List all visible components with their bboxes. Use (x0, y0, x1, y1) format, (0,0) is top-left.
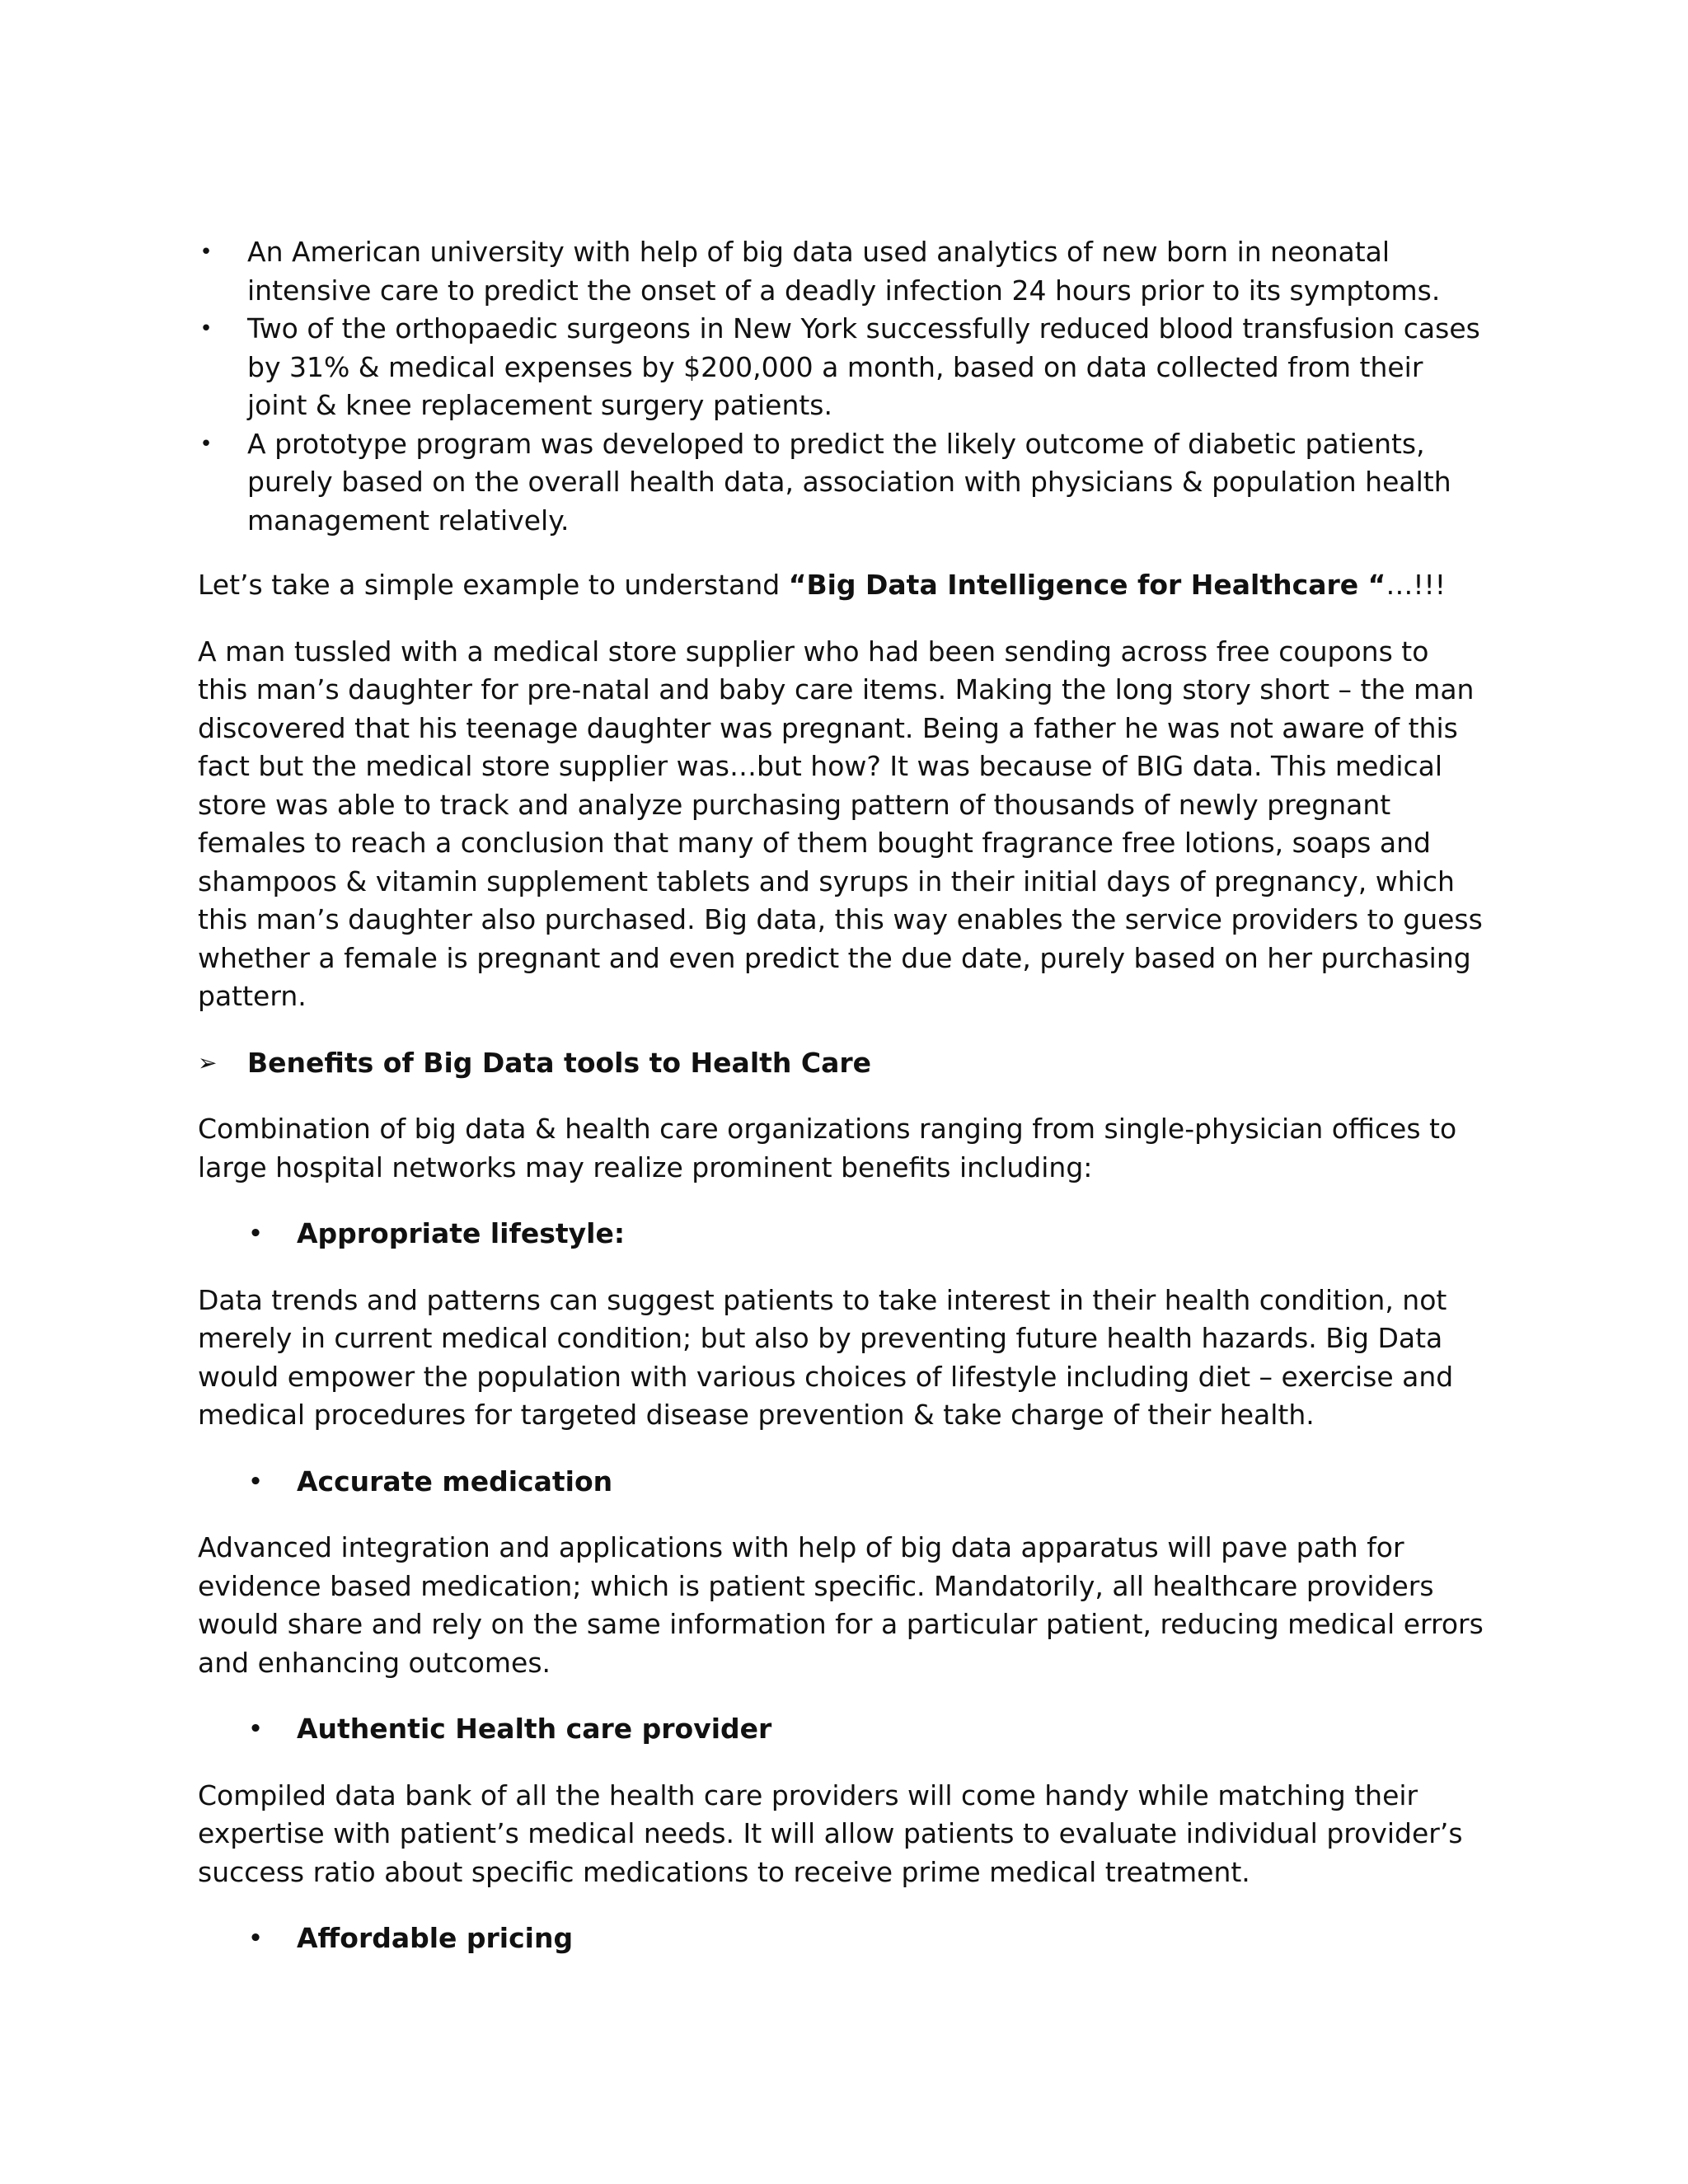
bullet-text: A prototype program was developed to predict the likely outcome of diabetic patients, purely based on the overall health data, association with physicians & population health management relatively. (247, 427, 1451, 537)
bullet-icon: • (248, 1469, 263, 1494)
section-heading-pricing (198, 1919, 1484, 1958)
section-heading-lifestyle (198, 1215, 1484, 1254)
section-heading-medication (198, 1463, 1484, 1502)
section-heading-text: Affordable pricing (297, 1922, 574, 1954)
list-item (198, 233, 1484, 310)
bullet-icon: • (199, 316, 213, 341)
bullet-text: An American university with help of big data used analytics of new born in neonatal intensive care to predict the onset of a deadly infection 24 hours prior to its symptoms. (247, 236, 1441, 307)
bullet-icon: • (199, 431, 213, 457)
benefits-heading-text: Benefits of Big Data tools to Health Care (247, 1046, 872, 1079)
example-intro-prefix: Let’s take a simple example to understand (198, 569, 789, 601)
section-body-medication: Advanced integration and applications with help of big data apparatus will pave path for evidence based medication; which is patient specific. Mandatorily, all healthcare providers would share and rely on the same information for a particular patient, reducing medical errors and enhancing outcomes. (198, 1531, 1484, 1679)
bullet-icon: • (248, 1717, 263, 1741)
story-paragraph: A man tussled with a medical store supplier who had been sending across free coupons to this man’s daughter for pre-natal and baby care items. Making the long story short – the man discovered that his teenage daughter was pregnant. Being a father he was not aware of this fact but the medical store supplier was…but how? It was because of BIG data. This medical store was able to track and analyze purchasing pattern of thousands of newly pregnant females to reach a conclusion that many of them bought fragrance free lotions, soaps and shampoos & vitamin supplement tablets and syrups in their initial days of pregnancy, which this man’s daughter also purchased. Big data, this way enables the service providers to guess whether a female is pregnant and even predict the due date, purely based on her purchasing pattern. (198, 635, 1483, 1012)
example-intro (198, 566, 1484, 605)
arrow-bullet-icon: ➢ (198, 1048, 218, 1076)
intro-bullet-list (198, 233, 1484, 540)
page-content (198, 233, 1484, 1986)
benefits-intro: Combination of big data & health care organizations ranging from single-physician offices to large hospital networks may realize prominent benefits including: (198, 1113, 1457, 1183)
benefits-heading (198, 1044, 1484, 1083)
bullet-icon: • (248, 1221, 263, 1246)
section-body-provider: Compiled data bank of all the health care providers will come handy while matching their expertise with patient’s medical needs. It will allow patients to evaluate individual provider’s success ratio about specific medications to receive prime medical treatment. (198, 1779, 1463, 1888)
example-intro-suffix: …!!! (1386, 569, 1446, 601)
bullet-text: Two of the orthopaedic surgeons in New York successfully reduced blood transfusion cases by 31% & medical expenses by $200,000 a month, based on data collected from their joint & knee replacement surgery patients. (247, 312, 1480, 421)
section-heading-provider (198, 1710, 1484, 1749)
section-body-lifestyle: Data trends and patterns can suggest patients to take interest in their health condition, not merely in current medical condition; but also by preventing future health hazards. Big Data would empower the population with various choices of lifestyle including diet – exercise and medical procedures for targeted disease prevention & take charge of their health. (198, 1283, 1454, 1431)
list-item (198, 425, 1484, 541)
example-intro-title: “Big Data Intelligence for Healthcare “ (788, 569, 1386, 601)
bullet-icon: • (248, 1926, 263, 1951)
section-heading-text: Appropriate lifestyle: (297, 1217, 626, 1249)
bullet-icon: • (199, 240, 213, 265)
section-heading-text: Accurate medication (297, 1465, 613, 1497)
section-heading-text: Authentic Health care provider (297, 1713, 772, 1745)
list-item (198, 310, 1484, 425)
